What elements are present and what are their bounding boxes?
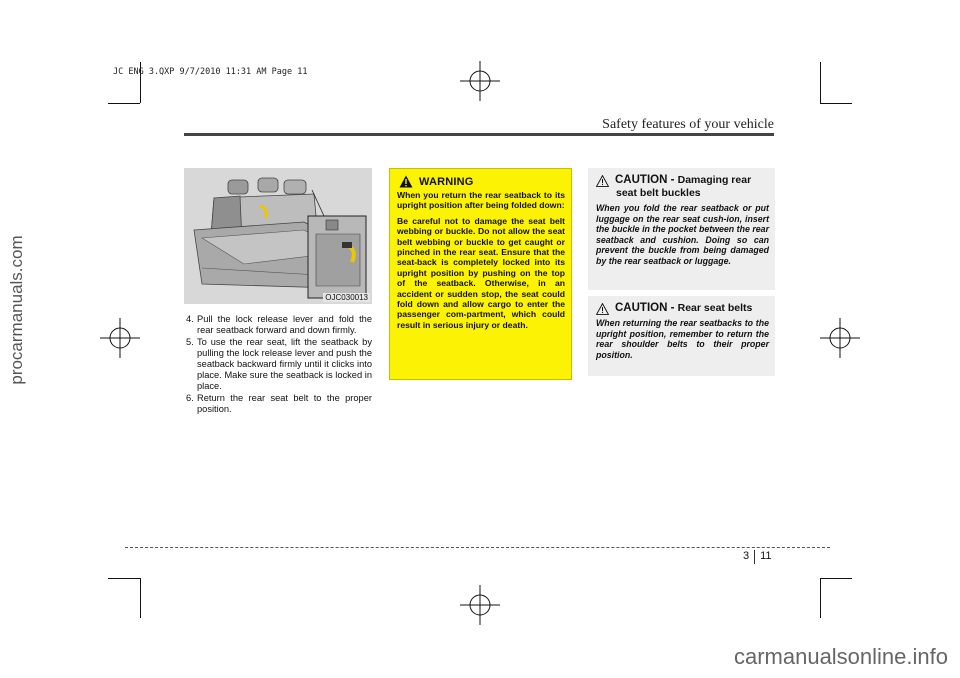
crop-mark	[108, 578, 140, 579]
warning-paragraph: Be careful not to damage the seat belt webbing or buckle. Do not allow the seat belt webbing or buckle to get caught or pinched in the rear seat. Ensure that the seat-back is completely locked into its upright position by pushing on the top of the seatback. Otherwise, in an accident or sudden stop, the seat could fold down and allow cargo to enter the passenger com-partment, which could result in serious injury or death.	[397, 215, 565, 330]
caution-triangle-icon	[596, 175, 609, 187]
caution-text: When returning the rear seatbacks to the upright position, remember to return the rear shoulder belts to their proper position.	[596, 318, 769, 360]
caution-subtitle: seat belt buckles	[616, 187, 701, 199]
crop-mark	[820, 578, 821, 618]
section-title: Safety features of your vehicle	[602, 117, 774, 132]
caution-subtitle: Damaging rear	[677, 174, 752, 186]
title-rule	[184, 133, 774, 136]
step-number: 5.	[186, 337, 194, 347]
registration-mark-icon	[460, 585, 500, 625]
illustration-code: OJC030013	[325, 293, 368, 302]
caution-box-buckles	[588, 168, 775, 290]
registration-mark-icon	[460, 61, 500, 101]
folded-seat-drawing	[184, 168, 372, 304]
footer-rule	[125, 547, 830, 548]
bottom-watermark: carmanualsonline.info	[733, 644, 948, 669]
caution-title	[615, 174, 751, 200]
crop-mark	[108, 103, 140, 104]
step-item	[186, 393, 372, 415]
registration-mark-icon	[820, 318, 860, 358]
rear-seat-illustration	[184, 168, 372, 304]
caution-header	[596, 174, 769, 200]
warning-header	[399, 175, 565, 188]
step-text: To use the rear seat, lift the seatback by pulling the lock release lever and push the seatback backward firmly until it clicks into place. Make sure the seatback is locked in place.	[197, 337, 372, 391]
page-number-separator	[754, 550, 755, 564]
warning-paragraph: When you return the rear seatback to its upright position after being folded down:	[397, 190, 565, 211]
caution-triangle-icon	[596, 303, 609, 315]
step-number: 4.	[186, 314, 194, 324]
caution-box-seat-belts	[588, 296, 775, 376]
warning-box	[389, 168, 572, 380]
step-item	[186, 314, 372, 336]
page-number-value: 11	[760, 550, 772, 562]
instruction-steps	[186, 314, 372, 416]
caution-title	[615, 302, 752, 315]
step-number: 6.	[186, 393, 194, 403]
step-text: Return the rear seat belt to the proper position.	[197, 393, 372, 414]
page-number	[743, 550, 772, 564]
step-item	[186, 337, 372, 392]
caution-text: When you fold the rear seatback or put luggage on the rear seat cush-ion, insert the buckle in the pocket between the rear seatback and cushion. Doing so can prevent the buckle from being damaged by the rear seatback or luggage.	[596, 203, 769, 266]
caution-label: CAUTION -	[615, 174, 675, 186]
chapter-number: 3	[743, 550, 750, 562]
caution-header	[596, 302, 769, 315]
crop-mark	[820, 103, 852, 104]
crop-mark	[820, 62, 821, 103]
side-watermark: procarmanuals.com	[7, 235, 26, 385]
crop-mark	[140, 578, 141, 618]
caution-subtitle: Rear seat belts	[677, 302, 753, 314]
warning-title: WARNING	[419, 175, 474, 188]
crop-mark	[820, 578, 852, 579]
caution-label: CAUTION -	[615, 302, 675, 314]
registration-mark-icon	[100, 318, 140, 358]
print-slug: JC ENG 3.QXP 9/7/2010 11:31 AM Page 11	[113, 67, 308, 77]
warning-triangle-icon	[399, 175, 413, 188]
step-text: Pull the lock release lever and fold the rear seatback forward and down firmly.	[197, 314, 372, 335]
